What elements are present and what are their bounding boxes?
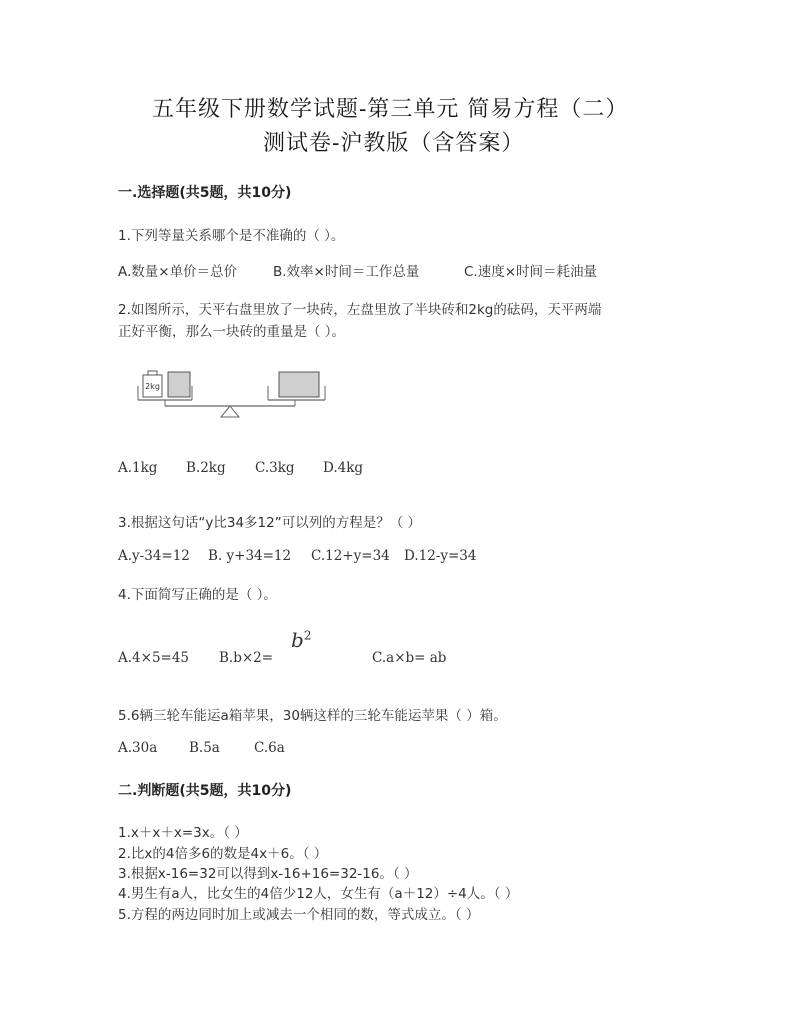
section-heading-choice: 一.选择题(共5题，共10分) [118, 185, 292, 201]
q4-option-c: C.a×b= ab [372, 650, 447, 666]
question-1: 1.下列等量关系哪个是不准确的（ ）。 [118, 228, 345, 244]
q2-option-d: D.4kg [323, 460, 364, 476]
whole-brick [279, 372, 319, 397]
half-brick [168, 372, 190, 397]
question-3: 3.根据这句话“y比34多12”可以列的方程是？（ ） [118, 515, 422, 531]
judgement-item-4: 4.男生有a人，比女生的4倍少12人，女生有（a＋12）÷4人。（ ） [118, 886, 519, 902]
judgement-item-5: 5.方程的两边同时加上或减去一个相同的数，等式成立。（ ） [118, 907, 480, 923]
q1-option-a: A.数量×单价＝总价 [118, 264, 238, 280]
q1-option-b: B.效率×时间＝工作总量 [273, 264, 420, 280]
q2-option-c: C.3kg [255, 460, 295, 476]
q4-option-b: B.b×2= [219, 650, 274, 666]
q1-option-c: C.速度×时间＝耗油量 [464, 264, 598, 280]
question-2-line-2: 正好平衡，那么一块砖的重量是（ ）。 [118, 324, 346, 340]
q3-option-b: B. y+34=12 [208, 548, 292, 564]
weight-label: 2kg [145, 382, 160, 391]
q2-option-a: A.1kg [118, 460, 158, 476]
question-4: 4.下面简写正确的是（ ）。 [118, 587, 277, 603]
q4-option-a: A.4×5=45 [118, 650, 190, 666]
balance-scale-figure [130, 362, 330, 422]
question-2-line-1: 2.如图所示，天平右盘里放了一块砖，左盘里放了半块砖和2kg的砝码，天平两端 [118, 302, 602, 318]
q3-option-d: D.12-y=34 [404, 548, 477, 564]
q5-option-a: A.30a [118, 740, 158, 756]
q3-option-c: C.12+y=34 [311, 548, 390, 564]
q2-option-b: B.2kg [186, 460, 226, 476]
beam [165, 400, 295, 406]
q3-option-a: A.y-34=12 [118, 548, 190, 564]
section-heading-judgement: 二.判断题(共5题，共10分) [118, 783, 292, 799]
q4-math-b-squared: $b^2$ [291, 628, 312, 652]
question-5: 5.6辆三轮车能运a箱苹果，30辆这样的三轮车能运苹果（ ）箱。 [118, 708, 507, 724]
q5-option-c: C.6a [254, 740, 285, 756]
q5-option-b: B.5a [189, 740, 220, 756]
title-line-1: 五年级下册数学试题-第三单元 简易方程（二） [152, 97, 629, 122]
judgement-item-1: 1.x＋x＋x=3x。（ ） [118, 825, 248, 841]
fulcrum [221, 406, 239, 417]
judgement-item-3: 3.根据x-16=32可以得到x-16+16=32-16。（ ） [118, 866, 418, 882]
title-line-2: 测试卷-沪教版（含答案） [263, 131, 525, 156]
judgement-item-2: 2.比x的4倍多6的数是4x＋6。（ ） [118, 846, 328, 862]
